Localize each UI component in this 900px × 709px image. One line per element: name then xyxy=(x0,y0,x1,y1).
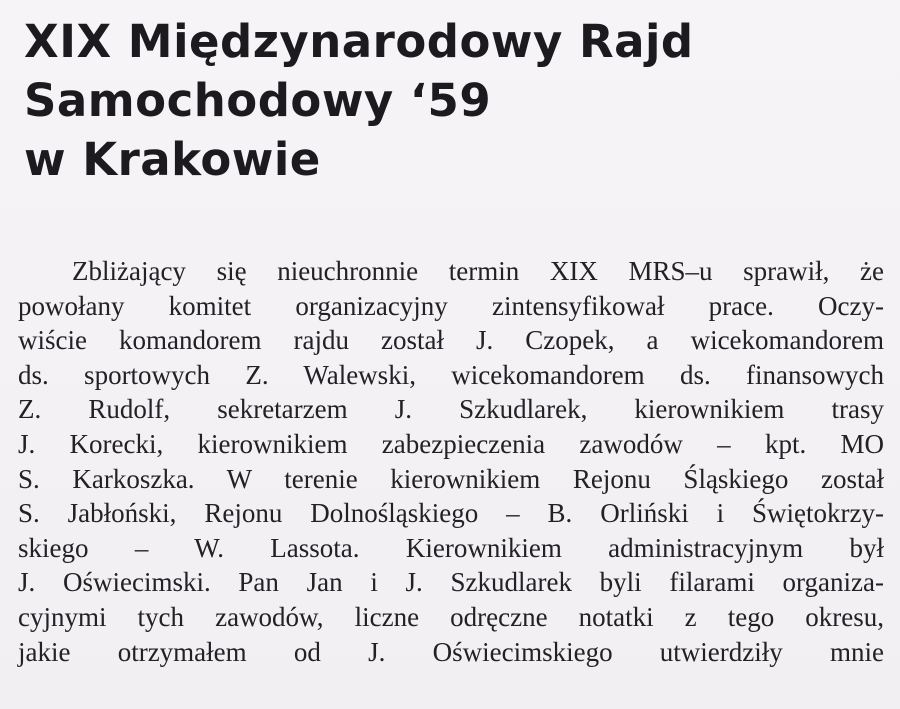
body-line: S. Karkoszka. W terenie kierownikiem Rejonu Śląskiego został xyxy=(18,463,884,494)
title-line: w Krakowie xyxy=(24,133,321,186)
body-line: jakie otrzymałem od J. Oświecimskiego utwierdziły mnie xyxy=(18,636,884,667)
body-line: skiego – W. Lassota. Kierownikiem administracyjnym był xyxy=(18,532,884,563)
body-line: S. Jabłoński, Rejonu Dolnośląskiego – B. Orliński i Świętokrzy- xyxy=(18,498,884,529)
body-line: cyjnymi tych zawodów, liczne odręczne notatki z tego okresu, xyxy=(18,601,884,632)
article-body xyxy=(18,254,884,669)
body-line: ds. sportowych Z. Walewski, wicekomandorem ds. finansowych xyxy=(18,359,884,390)
body-line: Z. Rudolf, sekretarzem J. Szkudlarek, kierownikiem trasy xyxy=(18,394,884,425)
title-line: XIX Międzynarodowy Rajd xyxy=(24,15,694,68)
body-line: J. Oświecimski. Pan Jan i J. Szkudlarek byli filarami organiza- xyxy=(18,567,884,598)
article-title xyxy=(24,12,874,189)
body-line: wiście komandorem rajdu został J. Czopek, a wicekomandorem xyxy=(18,325,884,356)
body-line: powołany komitet organizacyjny zintensyfikował prace. Oczy- xyxy=(18,290,884,321)
title-line: Samochodowy ‘59 xyxy=(24,74,492,127)
body-line: J. Korecki, kierownikiem zabezpieczenia zawodów – kpt. MO xyxy=(18,428,884,459)
body-line: Zbliżający się nieuchronnie termin XIX MRS–u sprawił, że xyxy=(72,256,884,286)
